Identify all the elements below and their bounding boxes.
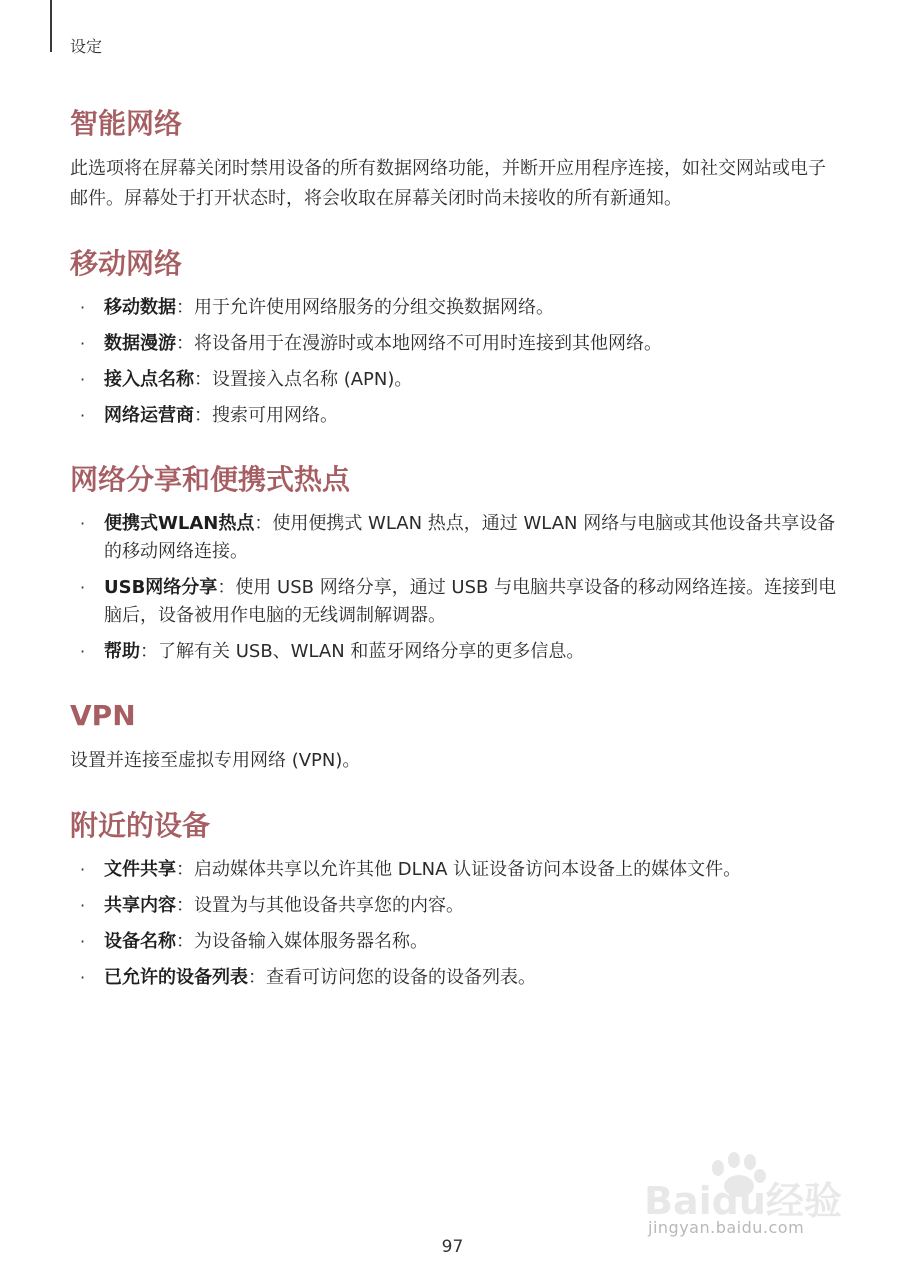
- item-colon: ：: [248, 967, 266, 988]
- item-desc: 搜索可用网络。: [212, 405, 338, 426]
- item-list: [70, 510, 840, 666]
- bullet: ·: [80, 334, 86, 353]
- section-title: 网络分享和便携式热点: [70, 463, 351, 496]
- item-desc: 设置为与其他设备共享您的内容。: [194, 895, 464, 916]
- item-colon: ：: [140, 641, 158, 662]
- item-list: [70, 294, 840, 430]
- list-item: [70, 638, 840, 666]
- section-vpn: [70, 696, 840, 776]
- item-desc: 为设备输入媒体服务器名称。: [194, 931, 428, 952]
- list-item: [70, 402, 840, 430]
- section-nearby-devices: [70, 806, 840, 992]
- item-term: 帮助: [104, 641, 140, 662]
- section-paragraph: 设置并连接至虚拟专用网络 (VPN)。: [70, 750, 361, 771]
- section-tethering-hotspot: [70, 460, 840, 666]
- bullet: ·: [80, 932, 86, 951]
- item-desc: 使用 USB 网络分享，通过 USB 与电脑共享设备的移动网络连接。连接到电脑后，设备被用作电脑的无线调制解调器。: [104, 577, 837, 626]
- item-term: 设备名称: [104, 931, 176, 952]
- list-item: [70, 574, 840, 630]
- bullet: ·: [80, 514, 86, 533]
- item-colon: ：: [194, 369, 212, 390]
- item-term: 网络运营商: [104, 405, 194, 426]
- item-term: USB网络分享: [104, 577, 218, 598]
- bullet: ·: [80, 642, 86, 661]
- section-paragraph: 此选项将在屏幕关闭时禁用设备的所有数据网络功能，并断开应用程序连接，如社交网站或电子邮件。屏幕处于打开状态时，将会收取在屏幕关闭时尚未接收的所有新通知。: [70, 158, 826, 209]
- margin-rule: [50, 0, 52, 52]
- item-term: 共享内容: [104, 895, 176, 916]
- watermark-brand: Baidu经验: [644, 1179, 842, 1223]
- list-item: [70, 510, 840, 566]
- page-content: [70, 104, 840, 1022]
- item-term: 移动数据: [104, 297, 176, 318]
- item-desc: 了解有关 USB、WLAN 和蓝牙网络分享的更多信息。: [158, 641, 585, 662]
- bullet: ·: [80, 298, 86, 317]
- bullet: ·: [80, 578, 86, 597]
- bullet: ·: [80, 968, 86, 987]
- section-title: 智能网络: [70, 107, 183, 140]
- item-term: 数据漫游: [104, 333, 176, 354]
- list-item: [70, 330, 840, 358]
- item-colon: ：: [254, 513, 273, 534]
- item-colon: ：: [176, 297, 194, 318]
- item-colon: ：: [194, 405, 212, 426]
- list-item: [70, 366, 840, 394]
- section-mobile-network: [70, 244, 840, 430]
- bullet: ·: [80, 896, 86, 915]
- running-head: 设定: [70, 37, 103, 56]
- item-desc: 将设备用于在漫游时或本地网络不可用时连接到其他网络。: [194, 333, 662, 354]
- bullet: ·: [80, 860, 86, 879]
- item-colon: ：: [217, 577, 236, 598]
- list-item: [70, 892, 840, 920]
- list-item: [70, 294, 840, 322]
- item-colon: ：: [176, 859, 194, 880]
- section-title: 移动网络: [70, 247, 183, 280]
- item-colon: ：: [176, 895, 194, 916]
- item-desc: 设置接入点名称 (APN)。: [212, 369, 413, 390]
- item-desc: 启动媒体共享以允许其他 DLNA 认证设备访问本设备上的媒体文件。: [194, 859, 742, 880]
- item-term: 已允许的设备列表: [104, 967, 248, 988]
- item-desc: 查看可访问您的设备的设备列表。: [266, 967, 536, 988]
- item-term: 接入点名称: [104, 369, 194, 390]
- section-smart-network: [70, 104, 840, 214]
- item-list: [70, 856, 840, 992]
- section-title: 附近的设备: [70, 809, 211, 842]
- item-colon: ：: [176, 931, 194, 952]
- page-number: 97: [441, 1237, 464, 1257]
- list-item: [70, 964, 840, 992]
- item-term: 文件共享: [104, 859, 176, 880]
- list-item: [70, 928, 840, 956]
- watermark-url: jingyan.baidu.com: [648, 1218, 805, 1237]
- item-colon: ：: [176, 333, 194, 354]
- bullet: ·: [80, 370, 86, 389]
- bullet: ·: [80, 406, 86, 425]
- item-desc: 用于允许使用网络服务的分组交换数据网络。: [194, 297, 554, 318]
- item-term: 便携式WLAN热点: [104, 513, 255, 534]
- list-item: [70, 856, 840, 884]
- item-desc: 使用便携式 WLAN 热点，通过 WLAN 网络与电脑或其他设备共享设备的移动网络连接。: [104, 513, 836, 562]
- section-title: VPN: [70, 699, 136, 732]
